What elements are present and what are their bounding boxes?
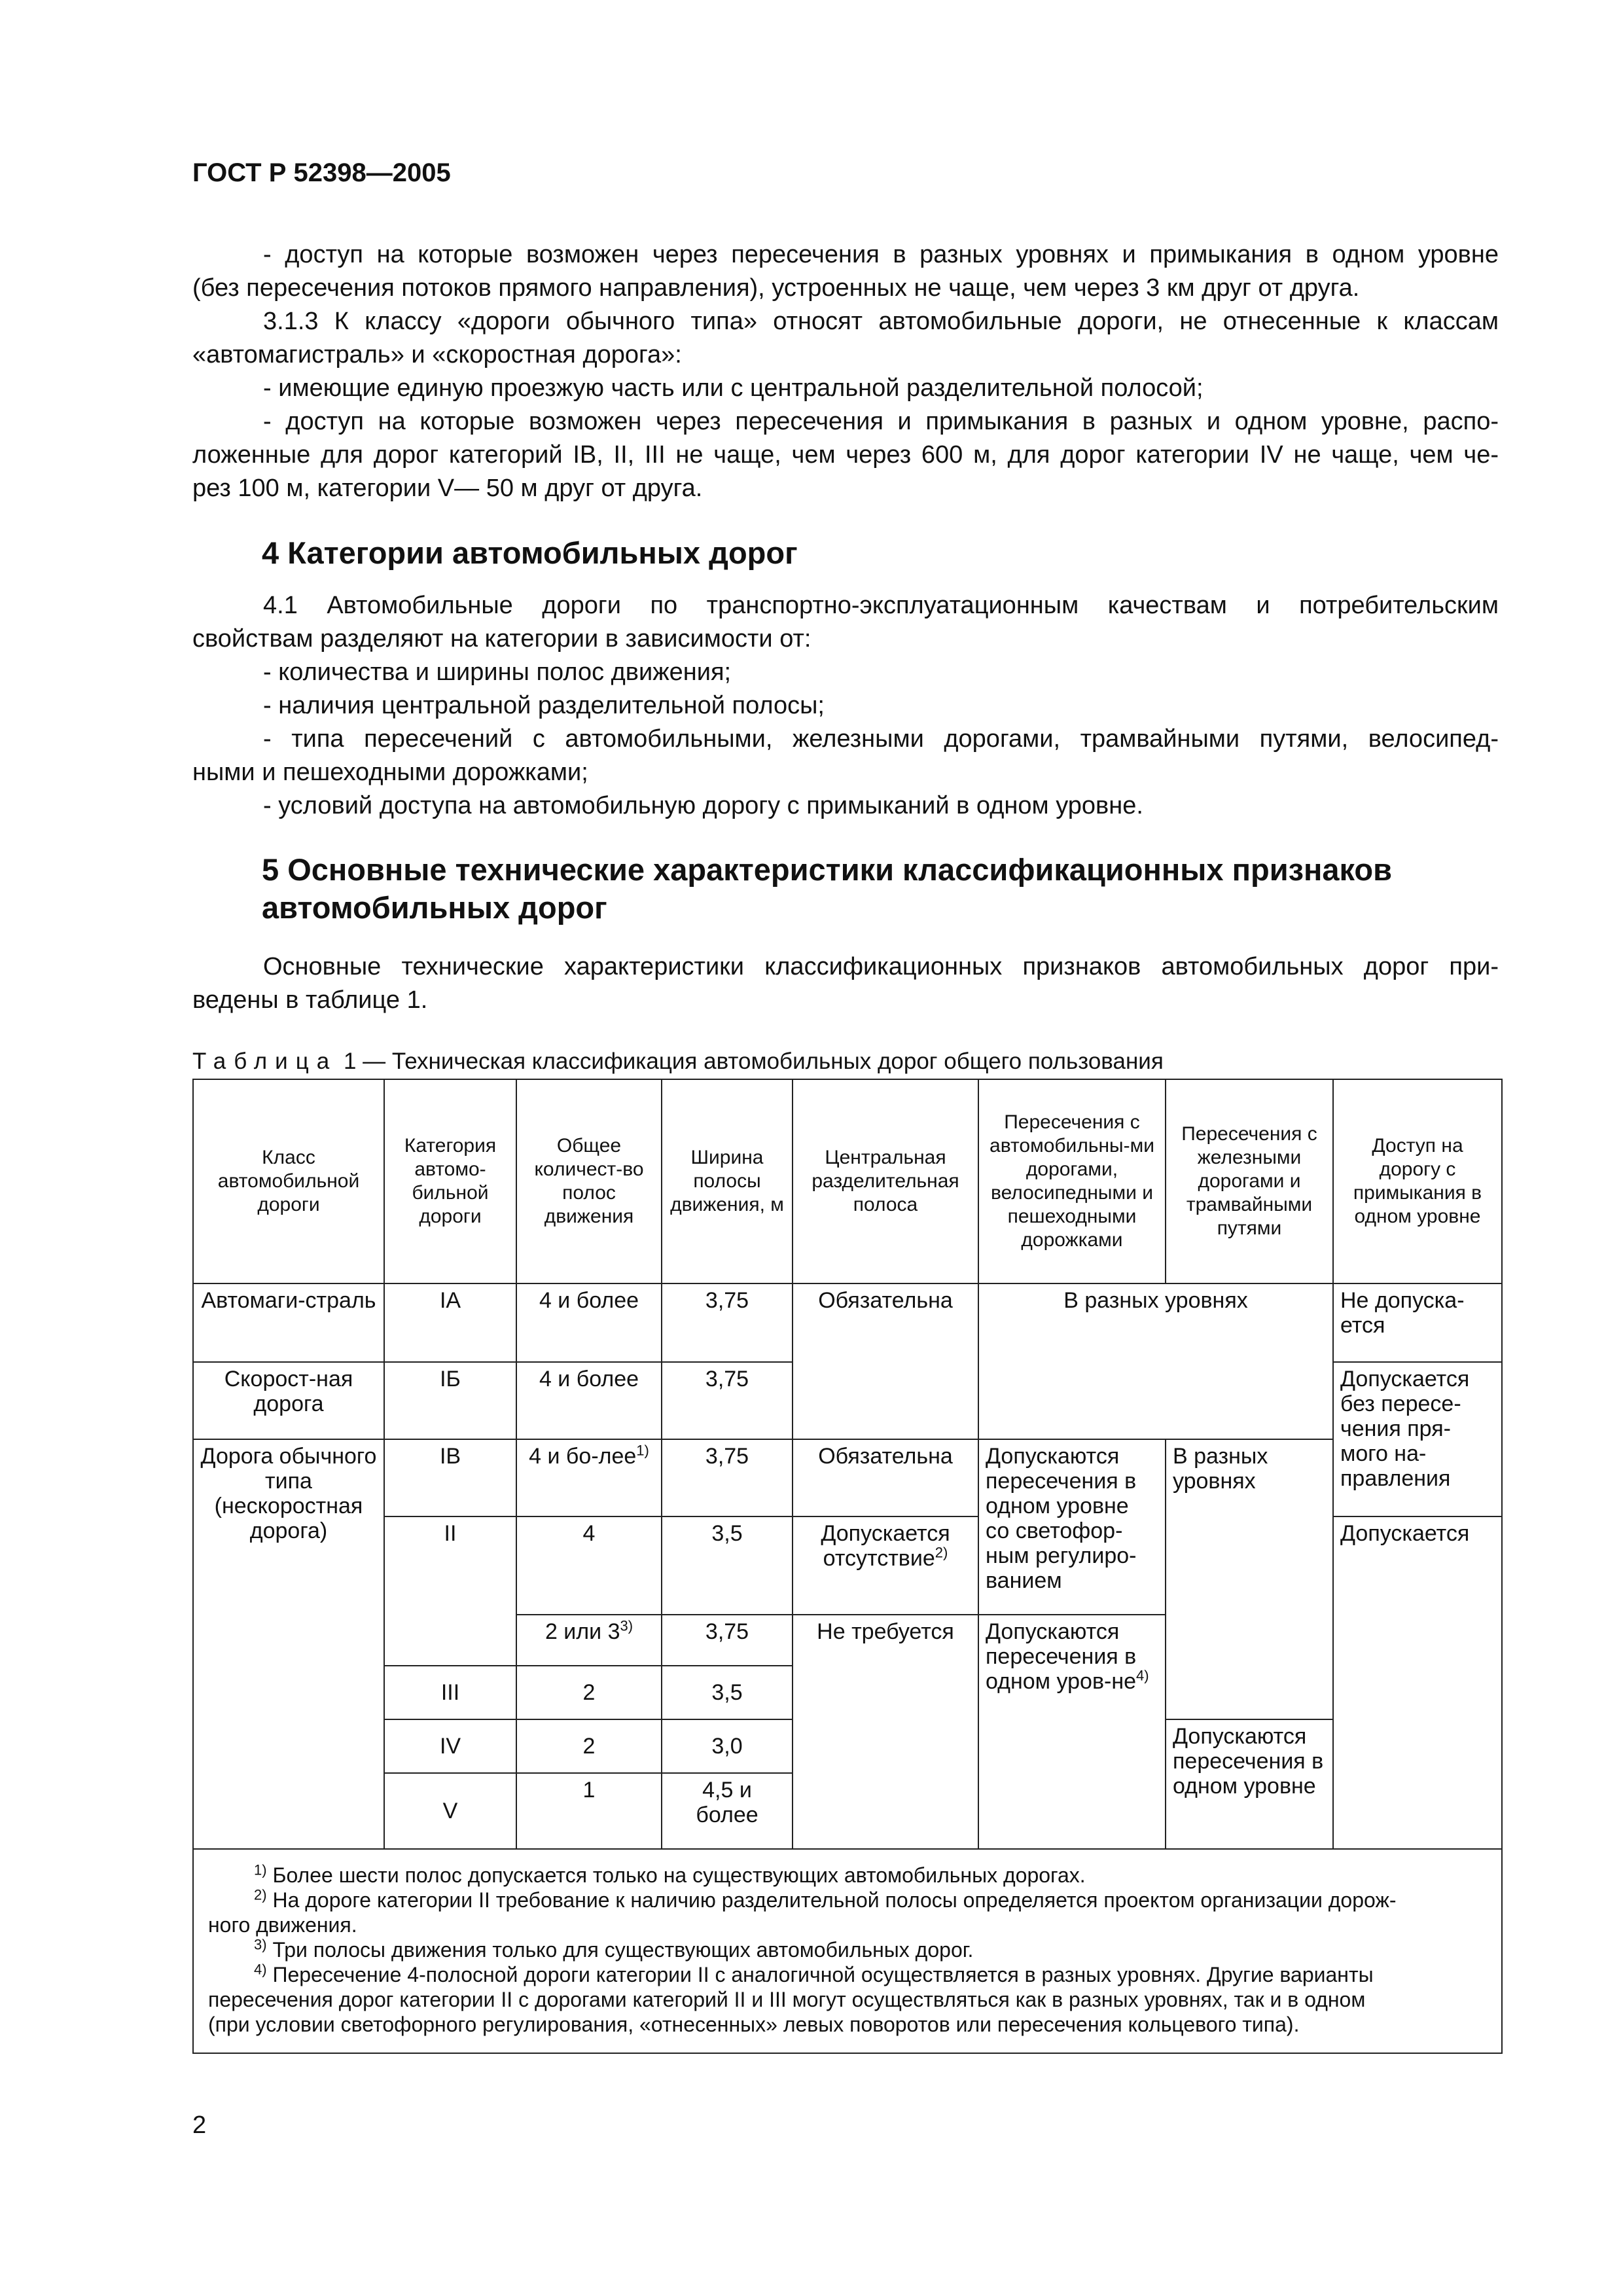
rail-cell: Допускаются пересечения в одном уровне: [1166, 1719, 1333, 1849]
note-line: [208, 1937, 1488, 1962]
width-cell: 3,75: [662, 1362, 793, 1439]
note-line: [208, 1863, 1488, 1888]
text-line: ными и пешеходными дорожками;: [192, 759, 588, 786]
footnote-ref: 4): [1136, 1667, 1149, 1684]
divider-cell: [793, 1516, 978, 1615]
note-text: ного движения.: [208, 1913, 357, 1937]
text-line: 4.1 Автомобильные дороги по транспортно-эксплуатационным качествам и потребительским: [263, 592, 1499, 619]
lanes-value: 4 и бо-лее: [529, 1444, 637, 1469]
header-cell: Общее количест-во полос движения: [516, 1079, 662, 1283]
lanes-value: 2 или 3: [544, 1619, 620, 1644]
footnote-mark: 3): [254, 1936, 267, 1953]
footnote-ref: 3): [620, 1617, 633, 1634]
crossing-value: Допускаются пересечения в одном уров-не: [986, 1619, 1137, 1694]
width-cell: 3,5: [662, 1516, 793, 1615]
category-cell: IБ: [384, 1362, 516, 1439]
section-5-title-line: автомобильных дорог: [262, 890, 607, 925]
document-header: ГОСТ Р 52398—2005: [192, 158, 451, 187]
lanes-cell: 2: [516, 1666, 662, 1719]
note-line: [208, 2012, 1488, 2037]
note-text: Пересечение 4-полосной дороги категории II с аналогичной осуществляется в разных уровнях. Другие варианты: [272, 1963, 1374, 1986]
footnote-mark: 1): [254, 1861, 267, 1878]
lanes-cell: [516, 1615, 662, 1666]
road-classification-table: [192, 1079, 1503, 2054]
crossing-cell: Допускаются пересечения в одном уровне со светофор-ным регулиро-ванием: [978, 1439, 1166, 1615]
rail-cell: В разных уровнях: [1166, 1439, 1333, 1719]
section-5-title-line: 5 Основные технические характеристики классификационных признаков: [262, 852, 1392, 887]
category-cell: IВ: [384, 1439, 516, 1516]
text-line: «автомагистраль» и «скоростная дорога»:: [192, 341, 682, 368]
divider-cell: Обязательна: [793, 1283, 978, 1439]
header-cell: Доступ на дорогу с примыкания в одном уровне: [1333, 1079, 1502, 1283]
table-header-row: [193, 1079, 1502, 1283]
width-cell: 3,75: [662, 1615, 793, 1666]
text-line: ложенные для дорог категорий IB, II, III не чаще, чем через 600 м, для дорог категории IV не чаще, чем че-: [192, 441, 1499, 469]
note-text: (при условии светофорного регулирования, «отнесенных» левых поворотов или пересечения кольцевого типа).: [208, 2013, 1300, 2036]
category-cell: IА: [384, 1283, 516, 1362]
footnote-ref: 1): [636, 1442, 649, 1459]
text-line: (без пересечения потоков прямого направления), устроенных не чаще, чем через 3 км друг от друга.: [192, 274, 1360, 302]
table-caption-text: 1 — Техническая классификация автомобильных дорог общего пользования: [343, 1049, 1164, 1074]
table-notes: [193, 1849, 1502, 2053]
width-cell: 3,5: [662, 1666, 793, 1719]
header-cell: Категория автомо-бильной дороги: [384, 1079, 516, 1283]
note-line: [208, 1987, 1488, 2012]
access-cell: Допускается без пересе-чения пря-мого на-правления: [1333, 1362, 1502, 1516]
class-cell: Дорога обычного типа (нескоростная дорога): [193, 1439, 384, 1849]
section-5-title: [262, 851, 1392, 927]
header-cell: Пересечения с автомобильны-ми дорогами, велосипедными и пешеходными дорожками: [978, 1079, 1166, 1283]
section-5-body: [192, 950, 1499, 1017]
category-cell: III: [384, 1666, 516, 1719]
lanes-cell: 4 и более: [516, 1362, 662, 1439]
header-cell: Класс автомобильной дороги: [193, 1079, 384, 1283]
divider-cell: Обязательна: [793, 1439, 978, 1516]
category-cell: IV: [384, 1719, 516, 1773]
divider-cell: Не требуется: [793, 1615, 978, 1849]
class-cell: Скорост-ная дорога: [193, 1362, 384, 1439]
divider-value: Допускается отсутствие: [821, 1521, 950, 1571]
note-text: пересечения дорог категории II с дорогами категорий II и III могут осуществляться как в разных уровнях, так и в одном: [208, 1988, 1366, 2011]
crossing-cell: [978, 1615, 1166, 1849]
header-cell: Центральная разделительная полоса: [793, 1079, 978, 1283]
page-number: 2: [192, 2111, 207, 2139]
note-line: [208, 1962, 1488, 1987]
text-line: - доступ на которые возможен через пересечения и примыкания в разных и одном уровне, распо-: [263, 408, 1499, 435]
category-cell: II: [384, 1516, 516, 1666]
text-line: - типа пересечений с автомобильными, железными дорогами, трамвайными путями, велосипед-: [263, 725, 1499, 753]
note-text: На дороге категории II требование к наличию разделительной полосы определяется проектом организации дорож-: [272, 1888, 1397, 1912]
table-caption: [192, 1049, 1164, 1075]
note-line: [208, 1912, 1488, 1937]
text-line: 3.1.3 К классу «дороги обычного типа» относят автомобильные дороги, не отнесенные к классам: [263, 308, 1499, 335]
section-4-title: 4 Категории автомобильных дорог: [262, 535, 798, 570]
footnote-ref: 2): [935, 1544, 948, 1561]
lanes-cell: [516, 1439, 662, 1516]
footnote-mark: 4): [254, 1961, 267, 1978]
access-cell: Не допуска-ется: [1333, 1283, 1502, 1362]
width-cell: 3,75: [662, 1439, 793, 1516]
text-line: - наличия центральной разделительной полосы;: [263, 692, 825, 719]
header-cell: Ширина полосы движения, м: [662, 1079, 793, 1283]
lanes-cell: 1: [516, 1773, 662, 1849]
table-notes-row: [193, 1849, 1502, 2053]
table-caption-prefix: Таблица: [192, 1049, 338, 1074]
width-cell: 3,75: [662, 1283, 793, 1362]
text-line: Основные технические характеристики классификационных признаков автомобильных дорог при-: [263, 953, 1499, 980]
note-text: Три полосы движения только для существующих автомобильных дорог.: [272, 1938, 974, 1962]
crossing-cell: В разных уровнях: [978, 1283, 1333, 1439]
paragraph-road-class: [192, 238, 1499, 505]
text-line: - доступ на которые возможен через пересечения в разных уровнях и примыкания в одном уровне: [263, 241, 1499, 268]
lanes-cell: 4 и более: [516, 1283, 662, 1362]
text-line: ведены в таблице 1.: [192, 986, 428, 1014]
class-cell: Автомаги-страль: [193, 1283, 384, 1362]
text-line: - имеющие единую проезжую часть или с центральной разделительной полосой;: [263, 374, 1204, 402]
note-line: [208, 1888, 1488, 1912]
table-row: [193, 1283, 1502, 1362]
width-cell: 4,5 и более: [662, 1773, 793, 1849]
lanes-cell: 2: [516, 1719, 662, 1773]
note-text: Более шести полос допускается только на существующих автомобильных дорогах.: [272, 1863, 1086, 1887]
table-row: [193, 1439, 1502, 1516]
header-cell: Пересечения с железными дорогами и трамвайными путями: [1166, 1079, 1333, 1283]
footnote-mark: 2): [254, 1886, 267, 1903]
category-cell: V: [384, 1773, 516, 1849]
text-line: рез 100 м, категории V— 50 м друг от друга.: [192, 475, 703, 502]
section-4-body: [192, 589, 1499, 823]
width-cell: 3,0: [662, 1719, 793, 1773]
lanes-cell: 4: [516, 1516, 662, 1615]
text-line: - условий доступа на автомобильную дорогу с примыканий в одном уровне.: [263, 792, 1143, 819]
access-cell: Допускается: [1333, 1516, 1502, 1849]
text-line: - количества и ширины полос движения;: [263, 658, 732, 686]
text-line: свойствам разделяют на категории в зависимости от:: [192, 625, 812, 653]
